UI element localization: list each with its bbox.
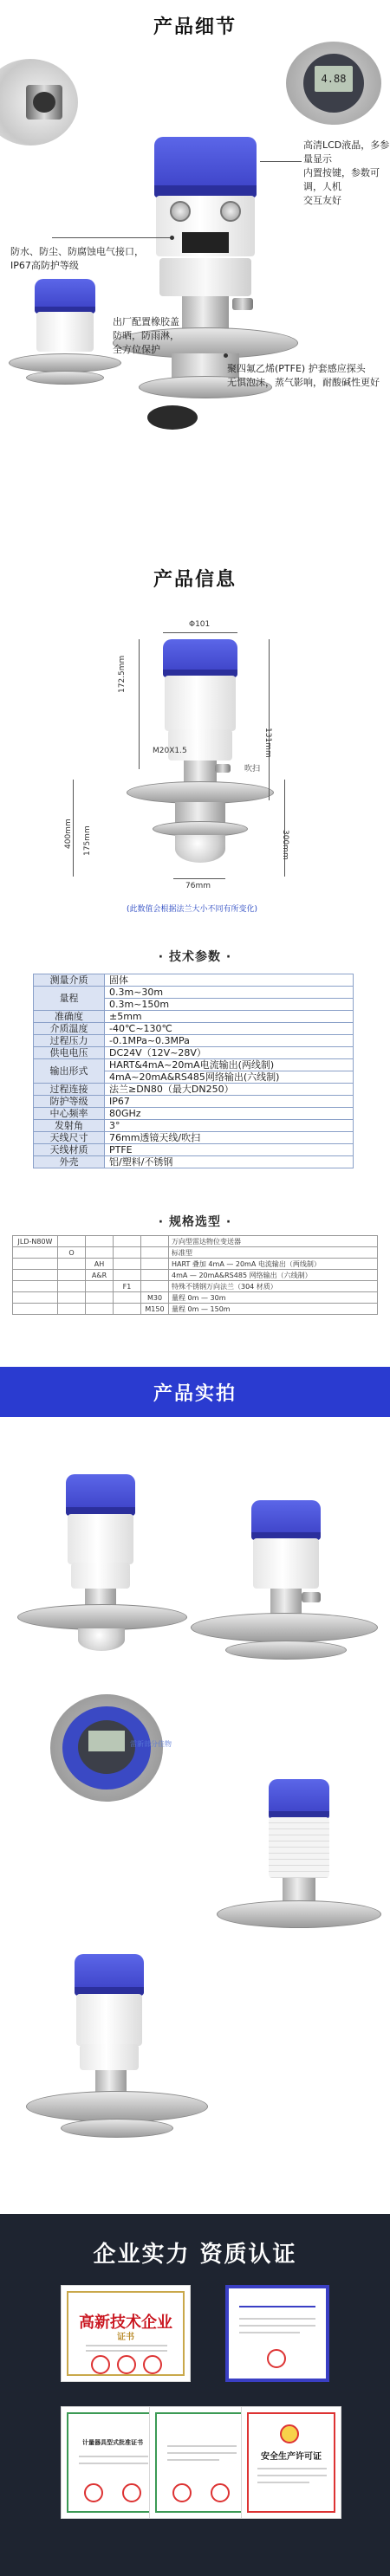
info-title: 产品信息 [153,569,237,591]
spec-value: -0.1MPa~0.3MPa [105,1035,354,1047]
selection-cell: 特殊不锈钢万向法兰（304 材质） [169,1281,378,1292]
selection-heading [0,1213,390,1230]
dim-total-left: 400mm [64,819,73,849]
photos-panel [0,1417,390,2214]
dim-bottom-left: 175mm [83,825,92,856]
dim-line-right-upper [269,639,270,800]
photos-banner [0,1367,390,1417]
spec-row [34,1035,354,1047]
spec-value: ±5mm [105,1011,354,1023]
rubber-cover-image [9,275,121,405]
selection-cell [114,1236,141,1247]
details-title: 产品细节 [153,16,237,38]
cert-3-title: 计量器具型式批准证书 [82,2439,143,2446]
selection-cell: 标准型 [169,1247,378,1259]
callout-waterproof-line [52,237,173,238]
spec-row [34,974,354,987]
cert-registration [225,2285,329,2382]
selection-cell [114,1247,141,1259]
spec-row [34,1023,354,1035]
selection-cell: AH [86,1259,114,1270]
spec-key: 防护等级 [34,1096,105,1108]
callout-lcd: 高清LCD液晶，多参量显示 内置按键，参数可调，人机 交互友好 [303,139,390,206]
spec-key: 过程连接 [34,1084,105,1096]
dim-bottom: 76mm [185,882,211,890]
selection-cell: M30 [141,1292,169,1304]
callout-waterproof: 防水、防尘、防腐蚀电气接口， IP67高防护等级 [10,246,144,271]
selection-cell [58,1304,86,1315]
selection-cell [141,1270,169,1281]
spec-key: 天线尺寸 [34,1132,105,1144]
spec-heading [0,948,390,965]
dim-thread: M20X1.5 [153,747,187,755]
cert-1-sub: 证书 [117,2333,134,2342]
spec-key: 供电电压 [34,1047,105,1059]
dim-line-bottom [173,878,225,879]
selection-cell [86,1247,114,1259]
selection-cell [58,1270,86,1281]
spec-title: · 技术参数 · [158,950,232,964]
selection-title: · 规格选型 · [158,1215,232,1229]
selection-row [13,1236,378,1247]
watermark: 雷新部分佳物 [130,1740,172,1748]
selection-table [12,1235,378,1315]
spec-value: DC24V（12V~28V） [105,1047,354,1059]
spec-table [33,974,354,1168]
photo-device-5 [26,1954,217,2153]
selection-cell [141,1247,169,1259]
selection-row [13,1270,378,1281]
spec-row [34,1084,354,1096]
dim-line-right-lower [284,780,285,877]
dimension-note: (此数值会根据法兰大小不同有所变化) [127,905,258,914]
spec-value: PTFE [105,1144,354,1156]
spec-value: 4mA~20mA&RS485网络输出(六线制) [105,1071,354,1084]
cert-1-title: 高新技术企业 [79,2314,172,2332]
selection-cell [86,1236,114,1247]
selection-cell [114,1304,141,1315]
dim-height-left: 172.5mm [118,655,127,693]
cert-high-tech [61,2285,191,2382]
dim-horn: 吹扫 [244,765,261,773]
selection-cell [13,1270,58,1281]
selection-cell: O [58,1247,86,1259]
selection-cell [114,1259,141,1270]
radar-level-meter-image [130,94,303,457]
selection-cell [13,1292,58,1304]
spec-key: 输出形式 [34,1059,105,1084]
selection-cell [58,1259,86,1270]
spec-key: 发射角 [34,1120,105,1132]
dim-line-left-upper [139,639,140,769]
selection-cell: 量程 0m — 30m [169,1292,378,1304]
spec-key: 外壳 [34,1156,105,1168]
spec-row [34,1047,354,1059]
spec-key: 测量介质 [34,974,105,987]
selection-cell [58,1236,86,1247]
cert-title: 企业实力 资质认证 [93,2242,297,2268]
selection-cell: JLD-N80W [13,1236,58,1247]
info-heading [0,565,390,592]
spec-value: 80GHz [105,1108,354,1120]
selection-cell [86,1292,114,1304]
spec-value: 76mm透镜天线/吹扫 [105,1132,354,1144]
selection-row [13,1281,378,1292]
spec-row [34,1011,354,1023]
spec-row [34,1059,354,1071]
photo-device-4 [217,1779,381,1952]
selection-cell [114,1292,141,1304]
selection-cell: 量程 0m — 150m [169,1304,378,1315]
selection-cell: 4mA — 20mA&RS485 网络输出（六线制） [169,1270,378,1281]
callout-probe: 聚四氟乙烯(PTFE) 护套感应探头 无惧泡沫，蒸气影响，耐酸碱性更好 [227,363,380,388]
callout-probe-dot [224,353,228,358]
selection-cell [86,1281,114,1292]
dimension-drawing [0,598,390,927]
selection-cell [86,1304,114,1315]
selection-cell [58,1292,86,1304]
details-panel [0,42,390,544]
callout-cover: 出厂配置橡胶盖 防晒，防雨淋， 全方位保护 [113,316,179,355]
spec-value: 铝/塑料/不锈钢 [105,1156,354,1168]
cert-safety [241,2406,341,2519]
spec-row [34,1096,354,1108]
selection-cell [141,1281,169,1292]
photo-device-1 [17,1474,191,1647]
selection-cell [13,1259,58,1270]
selection-row [13,1247,378,1259]
spec-value: HART&4mA~20mA电流输出(两线制) [105,1059,354,1071]
spec-key: 天线材质 [34,1144,105,1156]
spec-row [34,1144,354,1156]
dim-line-left-lower [73,780,74,877]
selection-row [13,1292,378,1304]
callout-lcd-line [260,161,302,162]
cert-panel [0,2214,390,2576]
gland-closeup-image [0,59,78,146]
spec-value: 0.3m~30m [105,987,354,999]
selection-cell: A&R [86,1270,114,1281]
selection-cell: HART 叠加 4mA — 20mA 电流输出（两线制） [169,1259,378,1270]
lcd-readout: 4.88 [315,66,353,92]
spec-value: IP67 [105,1096,354,1108]
selection-cell [58,1281,86,1292]
spec-key: 过程压力 [34,1035,105,1047]
photo-device-2 [191,1500,381,1691]
selection-cell: M150 [141,1304,169,1315]
spec-value: -40℃~130℃ [105,1023,354,1035]
dim-total-right: 300mm [281,830,289,860]
photos-title: 产品实拍 [153,1383,237,1405]
spec-value: 固体 [105,974,354,987]
selection-cell [114,1270,141,1281]
spec-row [34,1108,354,1120]
spec-key: 准确度 [34,1011,105,1023]
selection-cell: F1 [114,1281,141,1292]
rubber-cap-image [147,405,198,430]
selection-cell [13,1247,58,1259]
selection-cell [13,1281,58,1292]
spec-key: 中心频率 [34,1108,105,1120]
dim-height-right: 131mm [263,728,272,758]
selection-cell [13,1304,58,1315]
spec-key: 量程 [34,987,105,1011]
spec-row [34,987,354,999]
spec-value: 3° [105,1120,354,1132]
spec-key: 介质温度 [34,1023,105,1035]
dim-top: Φ101 [189,620,211,629]
spec-value: 0.3m~150m [105,999,354,1011]
selection-cell: 万向型雷达物位变送器 [169,1236,378,1247]
spec-row [34,1120,354,1132]
selection-row [13,1259,378,1270]
spec-row [34,1132,354,1144]
selection-row [13,1304,378,1315]
spec-value: 法兰≥DN80（最大DN250） [105,1084,354,1096]
selection-cell [141,1236,169,1247]
selection-cell [141,1259,169,1270]
cert-4 [149,2406,253,2519]
spec-row [34,1156,354,1168]
callout-waterproof-dot [170,236,174,240]
details-heading [0,12,390,39]
cert-5-title: 安全生产许可证 [261,2452,322,2462]
dim-line-top [163,632,237,633]
